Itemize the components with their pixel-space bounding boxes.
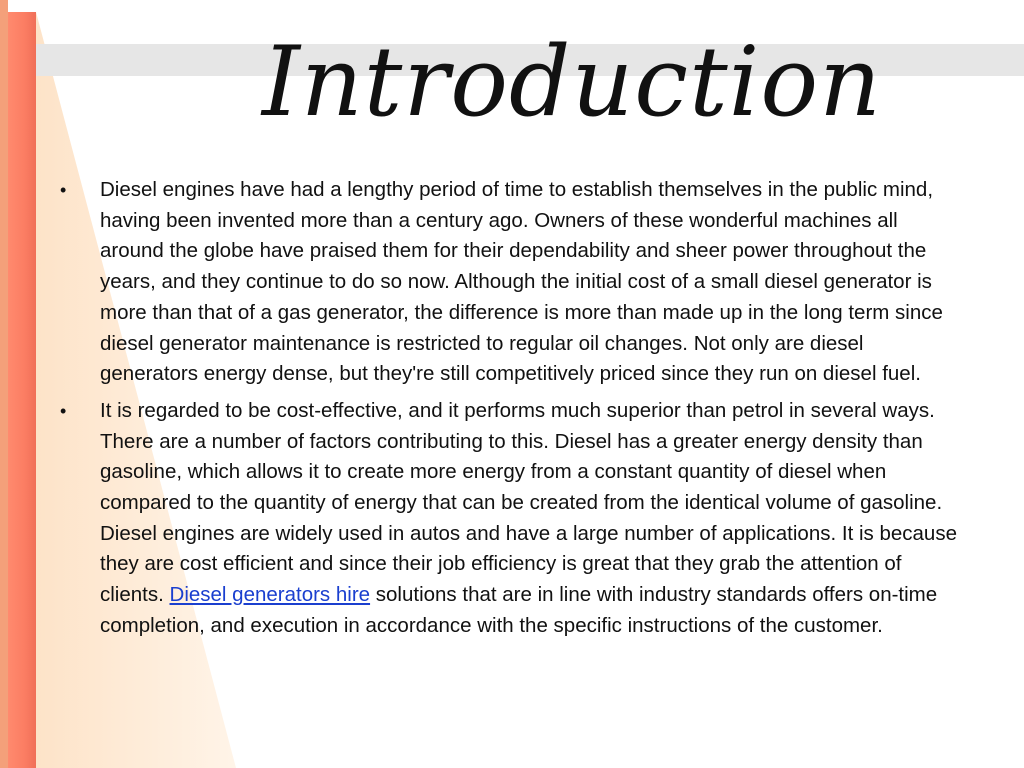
diesel-generators-hire-link[interactable]: Diesel generators hire — [169, 583, 371, 607]
paragraph-text: Diesel engines have had a lengthy period of time to establish themselves in the public mind, having been invented more than a century ago. Owners of these wonderful machines all around the globe have praised them for their dependability and sheer power throughout the years, and they continue to do so now. Although the initial cost of a small diesel generator is more than that of a gas generator, the difference is more than made up in the long term since diesel generator maintenance is restricted to regular oil changes. Not only are diesel generators energy dense, but they're still competitively priced since they run on diesel fuel. — [100, 178, 943, 386]
bullet-list — [60, 175, 960, 648]
bullet-icon: • — [60, 400, 67, 421]
left-edge-bar — [0, 0, 8, 768]
left-accent-band — [8, 12, 36, 768]
bullet-icon: • — [60, 180, 67, 200]
bullet-item — [60, 175, 960, 390]
slide-title: Introduction — [262, 26, 882, 138]
paragraph-text: It is regarded to be cost-effective, and it performs much superior than petrol in several ways. There are a number of factors contributing to this. Diesel has a greater energy density than gasoline, which allows it to create more energy from a constant quantity of diesel when compared to the quantity of energy that can be created from the identical volume of gasoline. Diesel engines are widely used in autos and have a large number of applications. It is because they are cost efficient and since their job efficiency is great that they grab the attention of clients. — [100, 398, 957, 607]
bullet-item — [60, 396, 960, 642]
paragraph-text: solutions that are in line with industry standards offers on-time completion, and execution in accordance with the specific instructions of the customer. — [100, 583, 938, 637]
